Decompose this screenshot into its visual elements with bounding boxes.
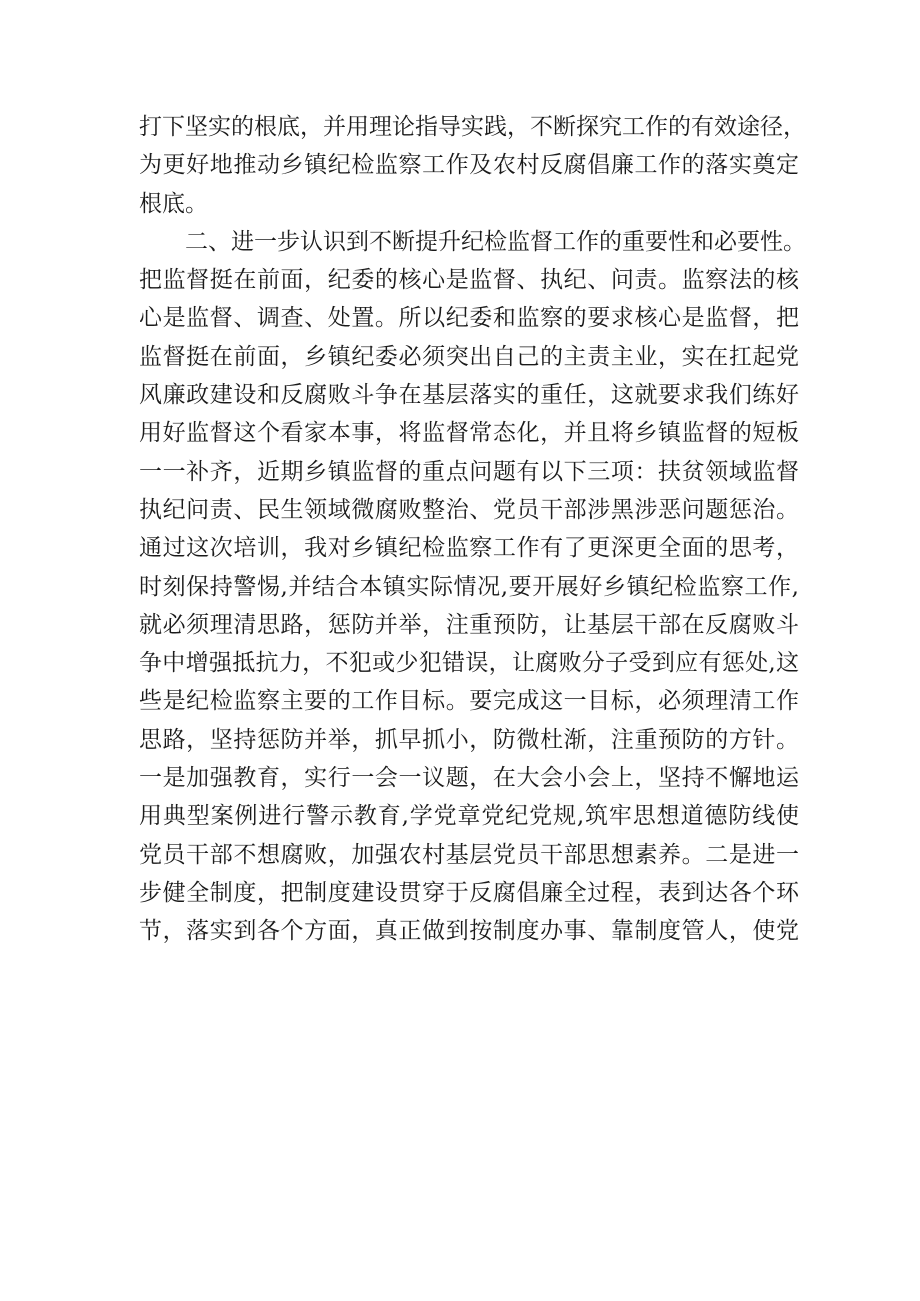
text-line: 就必须理清思路，惩防并举，注重预防，让基层干部在反腐败斗: [139, 611, 799, 638]
text-line: 些是纪检监察主要的工作目标。要完成这一目标，必须理清工作: [139, 688, 799, 715]
text-line: 执纪问责、民生领域微腐败整治、党员干部涉黑涉恶问题惩治。: [139, 496, 799, 523]
text-line: 打下坚实的根底，并用理论指导实践，不断探究工作的有效途径，: [139, 114, 806, 140]
text-line: 用好监督这个看家本事，将监督常态化，并且将乡镇监督的短板: [139, 420, 799, 447]
text-line: 一一补齐，近期乡镇监督的重点问题有以下三项：扶贫领域监督: [139, 458, 799, 485]
text-line: 用典型案例进行警示教育,学党章党纪党规,筑牢思想道德防线使: [139, 803, 799, 830]
text-line: 党员干部不想腐败，加强农村基层党员干部思想素养。二是进一: [139, 841, 799, 868]
text-line: 步健全制度，把制度建设贯穿于反腐倡廉全过程，表到达各个环: [139, 879, 799, 906]
text-line: 思路，坚持惩防并举，抓早抓小，防微杜渐，注重预防的方针。: [139, 726, 799, 753]
text-line: 时刻保持警惕,并结合本镇实际情况,要开展好乡镇纪检监察工作,: [139, 573, 799, 600]
text-line: 通过这次培训，我对乡镇纪检监察工作有了更深更全面的思考，: [139, 535, 799, 562]
text-line: 为更好地推动乡镇纪检监察工作及农村反腐倡廉工作的落实奠定: [139, 152, 799, 179]
text-line: 心是监督、调查、处置。所以纪委和监察的要求核心是监督，把: [139, 305, 799, 332]
text-line: 争中增强抵抗力，不犯或少犯错误，让腐败分子受到应有惩处,这: [139, 650, 799, 677]
text-line: 一是加强教育，实行一会一议题，在大会小会上，坚持不懈地运: [139, 765, 799, 792]
body-text: [139, 108, 806, 951]
text-line: 二、进一步认识到不断提升纪检监督工作的重要性和必要性。: [185, 228, 806, 255]
text-line: 监督挺在前面，乡镇纪委必须突出自己的主责主业，实在扛起党: [139, 343, 799, 370]
text-line: 节，落实到各个方面，真正做到按制度办事、靠制度管人，使党: [139, 918, 799, 945]
text-line: 把监督挺在前面，纪委的核心是监督、执纪、问责。监察法的核: [139, 267, 799, 294]
text-line: 根底。: [139, 190, 208, 217]
text-line: 风廉政建设和反腐败斗争在基层落实的重任，这就要求我们练好: [139, 382, 799, 409]
